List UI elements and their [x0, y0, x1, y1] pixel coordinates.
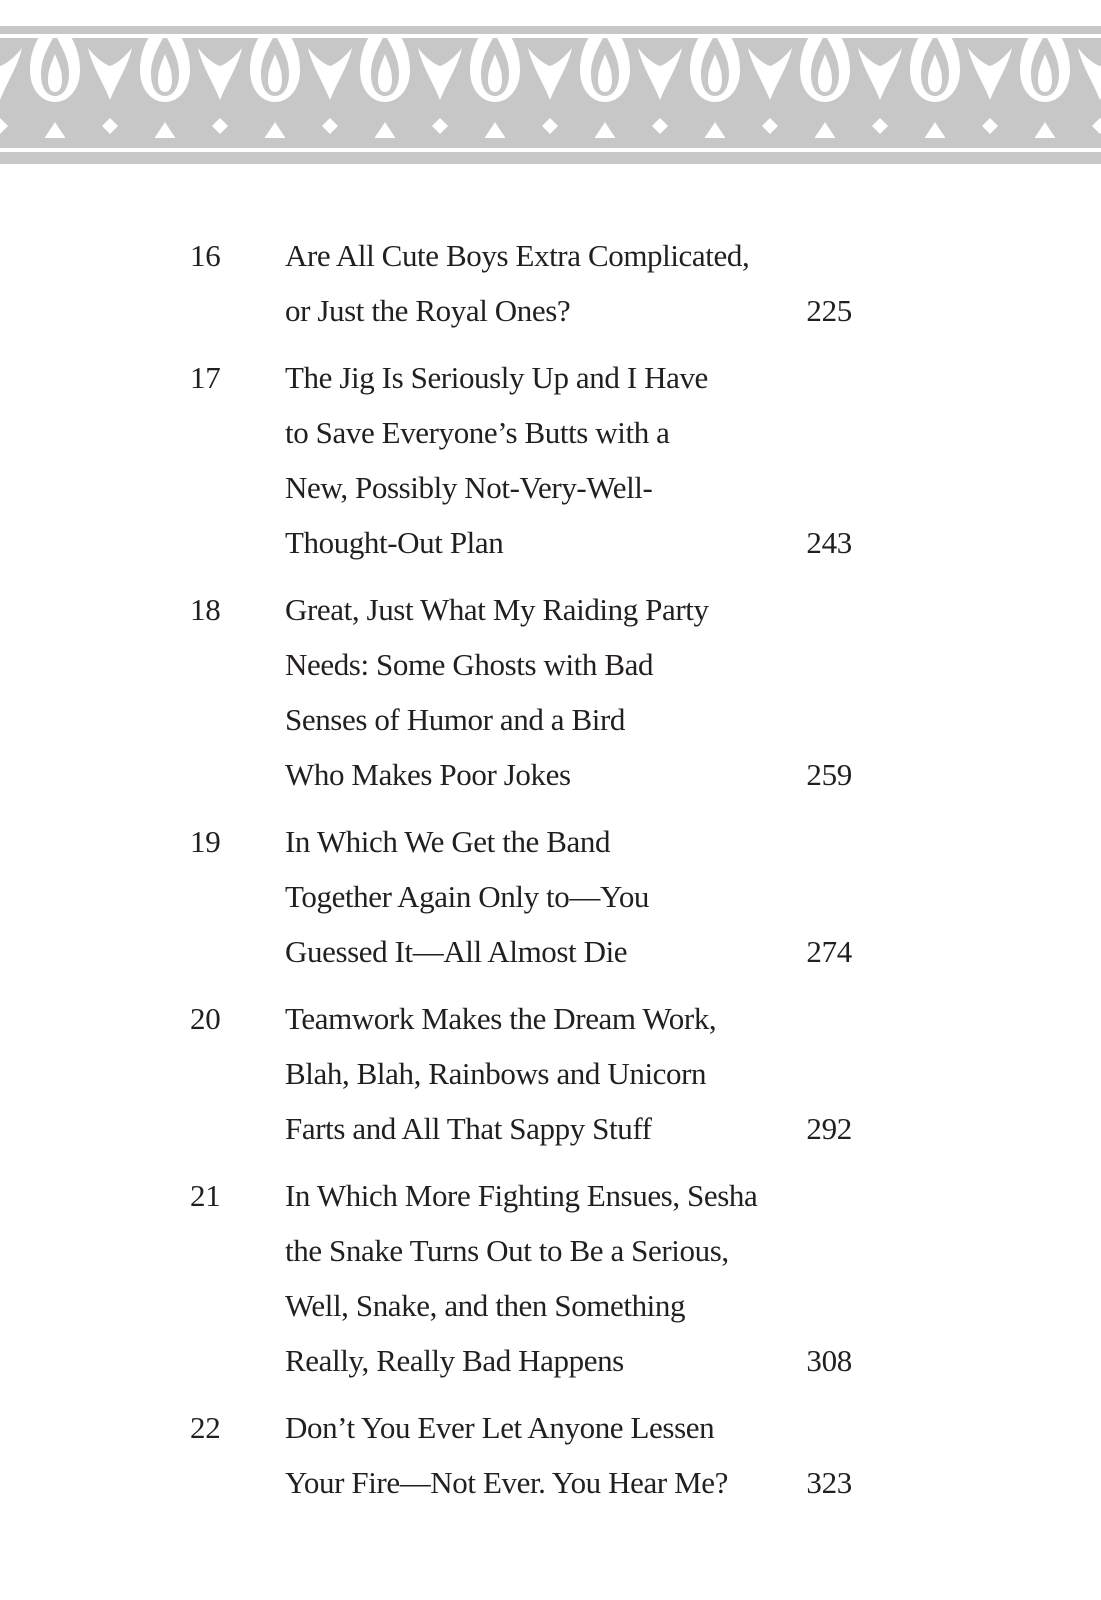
chapter-title-line: Great, Just What My Raiding Party: [285, 592, 709, 627]
chapter-title-line: the Snake Turns Out to Be a Serious,: [285, 1233, 729, 1268]
chapter-title-line: Teamwork Makes the Dream Work,: [285, 1001, 717, 1036]
chapter-number: 22: [190, 1410, 221, 1445]
chapter-title-line: In Which We Get the Band: [285, 824, 611, 859]
chapter-number: 16: [190, 238, 221, 273]
page-number: 292: [806, 1111, 852, 1146]
chapter-title-line: Really, Really Bad Happens: [285, 1343, 624, 1378]
chapter-title-line: or Just the Royal Ones?: [285, 293, 571, 328]
chapter-title: [285, 991, 805, 1156]
chapter-title-line: Your Fire—Not Ever. You Hear Me?: [285, 1465, 728, 1500]
chapter-title-line: Well, Snake, and then Something: [285, 1288, 686, 1323]
chapter-number: 20: [190, 1001, 221, 1036]
chapter-title-line: Together Again Only to—You: [285, 879, 650, 914]
chapter-title-line: Senses of Humor and a Bird: [285, 702, 626, 737]
chapter-title: [285, 1168, 805, 1388]
chapter-title: [285, 582, 805, 802]
chapter-title: [285, 228, 805, 338]
page-number: 225: [806, 293, 852, 328]
chapter-title-line: Needs: Some Ghosts with Bad: [285, 647, 654, 682]
chapter-title-line: The Jig Is Seriously Up and I Have: [285, 360, 708, 395]
chapter-title-line: New, Possibly Not-Very-Well-: [285, 470, 653, 505]
chapter-title-line: In Which More Fighting Ensues, Sesha: [285, 1178, 758, 1213]
chapter-title: [285, 814, 805, 979]
chapter-title-line: to Save Everyone’s Butts with a: [285, 415, 670, 450]
chapter-title-line: Who Makes Poor Jokes: [285, 757, 571, 792]
chapter-title-line: Are All Cute Boys Extra Complicated,: [285, 238, 750, 273]
page-number: 259: [806, 757, 852, 792]
page-number: 243: [806, 525, 852, 560]
page-number: 274: [806, 934, 852, 969]
page-number: 323: [806, 1465, 852, 1500]
chapter-title: [285, 350, 805, 570]
page-number: 308: [806, 1343, 852, 1378]
chapter-number: 21: [190, 1178, 221, 1213]
chapter-title-line: Blah, Blah, Rainbows and Unicorn: [285, 1056, 707, 1091]
chapter-title-line: Farts and All That Sappy Stuff: [285, 1111, 652, 1146]
chapter-title-line: Thought-Out Plan: [285, 525, 504, 560]
chapter-title: [285, 1400, 805, 1510]
chapter-title-line: Don’t You Ever Let Anyone Lessen: [285, 1410, 715, 1445]
chapter-number: 18: [190, 592, 221, 627]
chapter-title-line: Guessed It—All Almost Die: [285, 934, 628, 969]
chapter-number: 17: [190, 360, 221, 395]
chapter-number: 19: [190, 824, 221, 859]
